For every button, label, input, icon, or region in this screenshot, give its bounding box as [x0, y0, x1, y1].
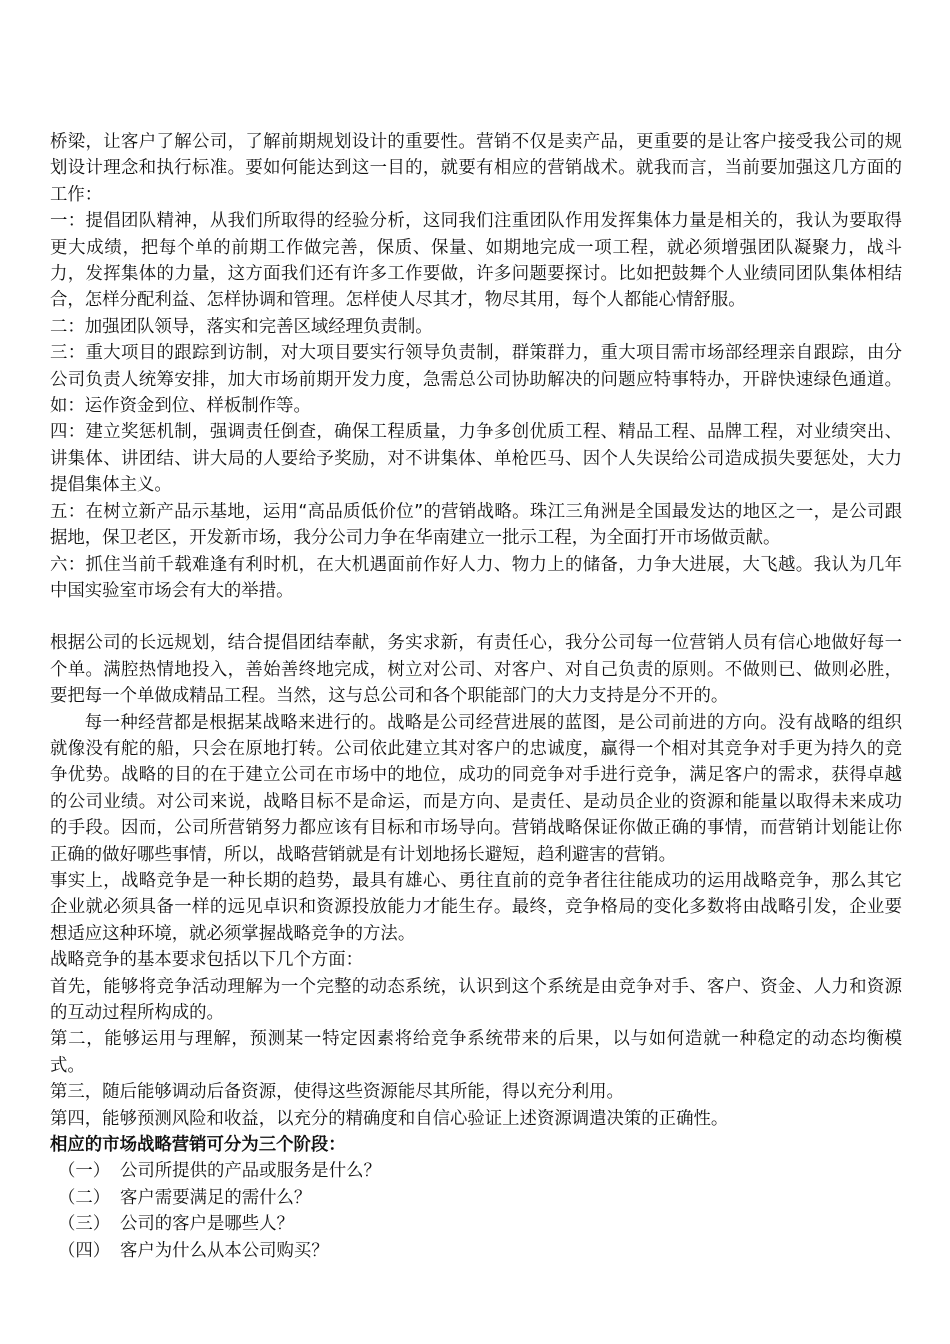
stage-number: （四） — [58, 1240, 111, 1261]
work-item-3: 三：重大项目的跟踪到访制，对大项目要实行领导负责制，群策群力，重大项目需市场部经理亲自跟踪，由分公司负责人统筹安排，加大市场前期开发力度，急需总公司协助解决的问题应特事特办，开辟快速绿色通道。如：运作资金到位、样板制作等。 — [50, 343, 902, 417]
requirement-4: 第四，能够预测风险和收益，以充分的精确度和自信心验证上述资源调遣决策的正确性。 — [50, 1108, 729, 1129]
stage-number: （三） — [58, 1214, 111, 1235]
stage-item-1 — [50, 1158, 902, 1184]
stage-item-3 — [50, 1211, 902, 1237]
stage-number: （一） — [58, 1161, 111, 1182]
work-item-5: 五：在树立新产品示基地，运用“高品质低价位”的营销战略。珠江三角洲是全国最发达的地区之一，是公司跟据地，保卫老区，开发新市场，我分公司力争在华南建立一批示工程，为全面打开市场做贡献。 — [50, 501, 902, 549]
paragraph-gap — [50, 604, 902, 630]
stage-item-4 — [50, 1238, 902, 1264]
work-item-1: 一：提倡团队精神，从我们所取得的经验分析，这同我们注重团队作用发挥集体力量是相关的，我认为要取得更大成绩，把每个单的前期工作做完善，保质、保量、如期地完成一项工程，就必须增强团队凝聚力，战斗力，发挥集体的力量，这方面我们还有许多工作要做，许多问题要探讨。比如把鼓舞个人业绩同团队集体相结合，怎样分配利益、怎样协调和管理。怎样使人尽其才，物尽其用，每个人都能心情舒服。 — [50, 211, 902, 311]
stage-text: 公司所提供的产品或服务是什么？ — [120, 1161, 381, 1182]
work-item-4: 四：建立奖惩机制，强调责任倒查，确保工程质量，力争多创优质工程、精品工程、品牌工程，对业绩突出、讲集体、讲团结、讲大局的人要给予奖励，对不讲集体、单枪匹马、因个人失误给公司造成损失要惩处，大力提倡集体主义。 — [50, 422, 902, 496]
stage-text: 客户需要满足的需什么？ — [120, 1187, 312, 1208]
strategy-paragraph: 每一种经营都是根据某战略来进行的。战略是公司经营进展的蓝图，是公司前进的方向。没有战略的组织就像没有舵的船，只会在原地打转。公司依此建立其对客户的忠诚度，赢得一个相对其竞争对手更为持久的竞争优势。战略的目的在于建立公司在市场中的地位，成功的同竞争对手进行竞争，满足客户的需求，获得卓越的公司业绩。对公司来说，战略目标不是命运，而是方向、是责任、是动员企业的资源和能量以取得未来成功的手段。因而，公司所营销努力都应该有目标和市场导向。营销战略保证你做正确的事情，而营销计划能让你正确的做好哪些事情，所以，战略营销就是有计划地扬长避短，趋利避害的营销。 — [50, 712, 902, 865]
stage-text: 客户为什么从本公司购买？ — [120, 1240, 329, 1261]
fact-paragraph: 事实上，战略竞争是一种长期的趋势，最具有雄心、勇往直前的竞争者往往能成功的运用战略竞争，那么其它企业就必须具备一样的远见卓识和资源投放能力才能生存。最终，竞争格局的变化多数将由战略引发，企业要想适应这种环境，就必须掌握战略竞争的方法。 — [50, 870, 902, 944]
plan-paragraph: 根据公司的长远规划，结合提倡团结奉献，务实求新，有责任心，我分公司每一位营销人员有信心地做好每一个单。满腔热情地投入，善始善终地完成，树立对公司、对客户、对自己负责的原则。不做则已、做则必胜，要把每一个单做成精品工程。当然，这与总公司和各个职能部门的大力支持是分不开的。 — [50, 633, 902, 707]
stage-text: 公司的客户是哪些人？ — [120, 1214, 294, 1235]
requirement-3: 第三，随后能够调动后备资源，使得这些资源能尽其所能，得以充分利用。 — [50, 1082, 624, 1103]
work-item-2: 二：加强团队领导，落实和完善区域经理负责制。 — [50, 316, 433, 337]
requirements-title: 战略竞争的基本要求包括以下几个方面： — [50, 950, 364, 971]
requirement-2: 第二，能够运用与理解，预测某一特定因素将给竞争系统带来的后果，以与如何造就一种稳定的动态均衡模式。 — [50, 1029, 902, 1076]
stages-title: 相应的市场战略营销可分为三个阶段： — [50, 1135, 346, 1156]
requirement-1: 首先，能够将竞争活动理解为一个完整的动态系统，认识到这个系统是由竞争对手、客户、资金、人力和资源的互动过程所构成的。 — [50, 976, 902, 1023]
intro-paragraph: 桥梁，让客户了解公司，了解前期规划设计的重要性。营销不仅是卖产品，更重要的是让客户接受我公司的规划设计理念和执行标准。要如何能达到这一目的，就要有相应的营销战术。就我而言，当前要加强这几方面的工作： — [50, 132, 902, 205]
stage-number: （二） — [58, 1187, 111, 1208]
document-page — [50, 129, 902, 1264]
stage-item-2 — [50, 1185, 902, 1211]
work-item-6: 六：抓住当前千载难逢有利时机，在大机遇面前作好人力、物力上的储备，力争大进展，大飞越。我认为几年中国实验室市场会有大的举措。 — [50, 554, 902, 601]
